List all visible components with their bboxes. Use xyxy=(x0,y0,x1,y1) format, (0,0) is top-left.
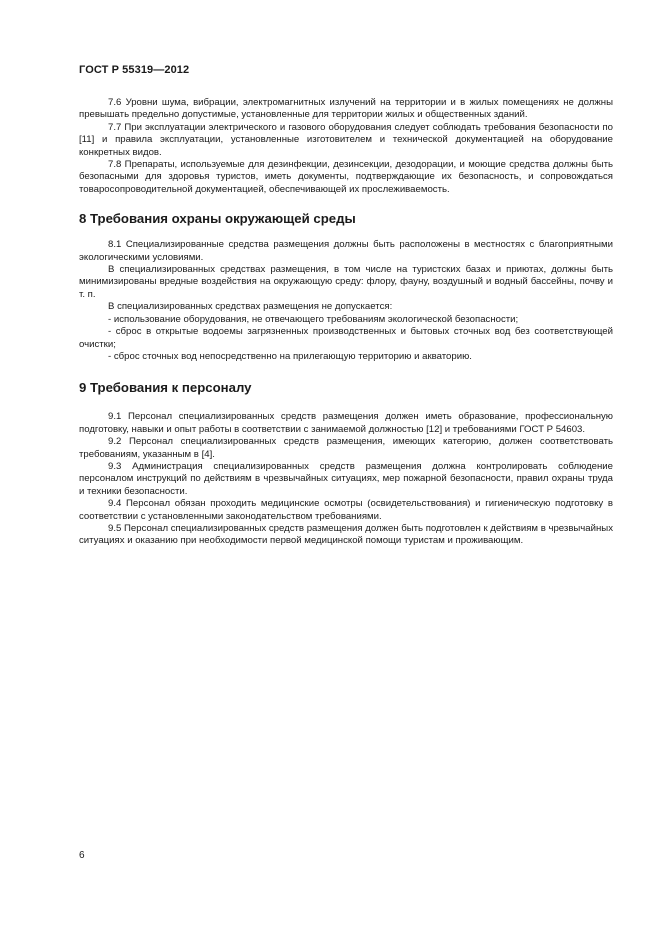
clause-7-7: 7.7 При эксплуатации электрического и газового оборудования следует соблюдать требования безопасности по [11] и правила эксплуатации, установленные изготовителем и технической документацией на оборудование конкретных видов. xyxy=(79,121,613,158)
list-item: - использование оборудования, не отвечающего требованиям экологической безопасности; xyxy=(108,313,519,325)
clause-9-2: 9.2 Персонал специализированных средств размещения, имеющих категорию, должен соответствовать требованиям, указанным в [4]. xyxy=(79,436,613,460)
section-9-heading: 9 Требования к персоналу xyxy=(79,380,252,396)
clause-8-paragraph-2: В специализированных средствах размещения, в том числе на туристских базах и приютах, должны быть минимизированы вредные воздействия на окружающую среду: флору, фауну, воздушный и водный бассейны, почву и т. п. xyxy=(79,264,613,300)
section-8-heading: 8 Требования охраны окружающей среды xyxy=(79,211,356,227)
clause-9-3: 9.3 Администрация специализированных средств размещения должна контролировать соблюдение персоналом инструкций по действиям в чрезвычайных ситуациях, мер пожарной безопасности, правил охраны труда и техники безопасности. xyxy=(79,460,613,497)
clause-7-8: 7.8 Препараты, используемые для дезинфекции, дезинсекции, дезодорации, и моющие средства должны быть безопасными для здоровья туристов, иметь документы, подтверждающие их безопасность, и сопровождаться товаросопроводительной документацией, обеспечивающей их прослеживаемость. xyxy=(79,159,613,195)
list-item: - сброс сточных вод непосредственно на прилегающую территорию и акваторию. xyxy=(108,350,472,362)
clause-8-paragraph-3: В специализированных средствах размещения не допускается: xyxy=(108,301,393,313)
clause-9-5: 9.5 Персонал специализированных средств размещения должен быть подготовлен к действиям в чрезвычайных ситуациях и оказанию при необходимости первой медицинской помощи туристам и проживающим. xyxy=(79,522,613,547)
clause-9-4: 9.4 Персонал обязан проходить медицинские осмотры (освидетельствования) и гигиеническую подготовку в соответствии с установленными законодательством требованиями. xyxy=(79,498,613,522)
list-item: - сброс в открытые водоемы загрязненных производственных и бытовых сточных вод без соответствующей очистки; xyxy=(79,326,613,350)
page-number: 6 xyxy=(79,850,85,861)
page-content xyxy=(79,97,613,548)
clause-9-1: 9.1 Персонал специализированных средств размещения должен иметь образование, профессиональную подготовку, навыки и опыт работы в соответствии с занимаемой должностью [12] и требованиями ГОСТ Р 54603. xyxy=(79,411,613,435)
clause-7-6: 7.6 Уровни шума, вибрации, электромагнитных излучений на территории и в жилых помещениях не должны превышать предельно допустимые, установленные для территории жилых и общественных зданий. xyxy=(79,97,613,121)
document-id-header: ГОСТ Р 55319—2012 xyxy=(79,64,190,76)
clause-8-1: 8.1 Специализированные средства размещения должны быть расположены в местностях с благоприятными экологическими условиями. xyxy=(79,239,613,263)
